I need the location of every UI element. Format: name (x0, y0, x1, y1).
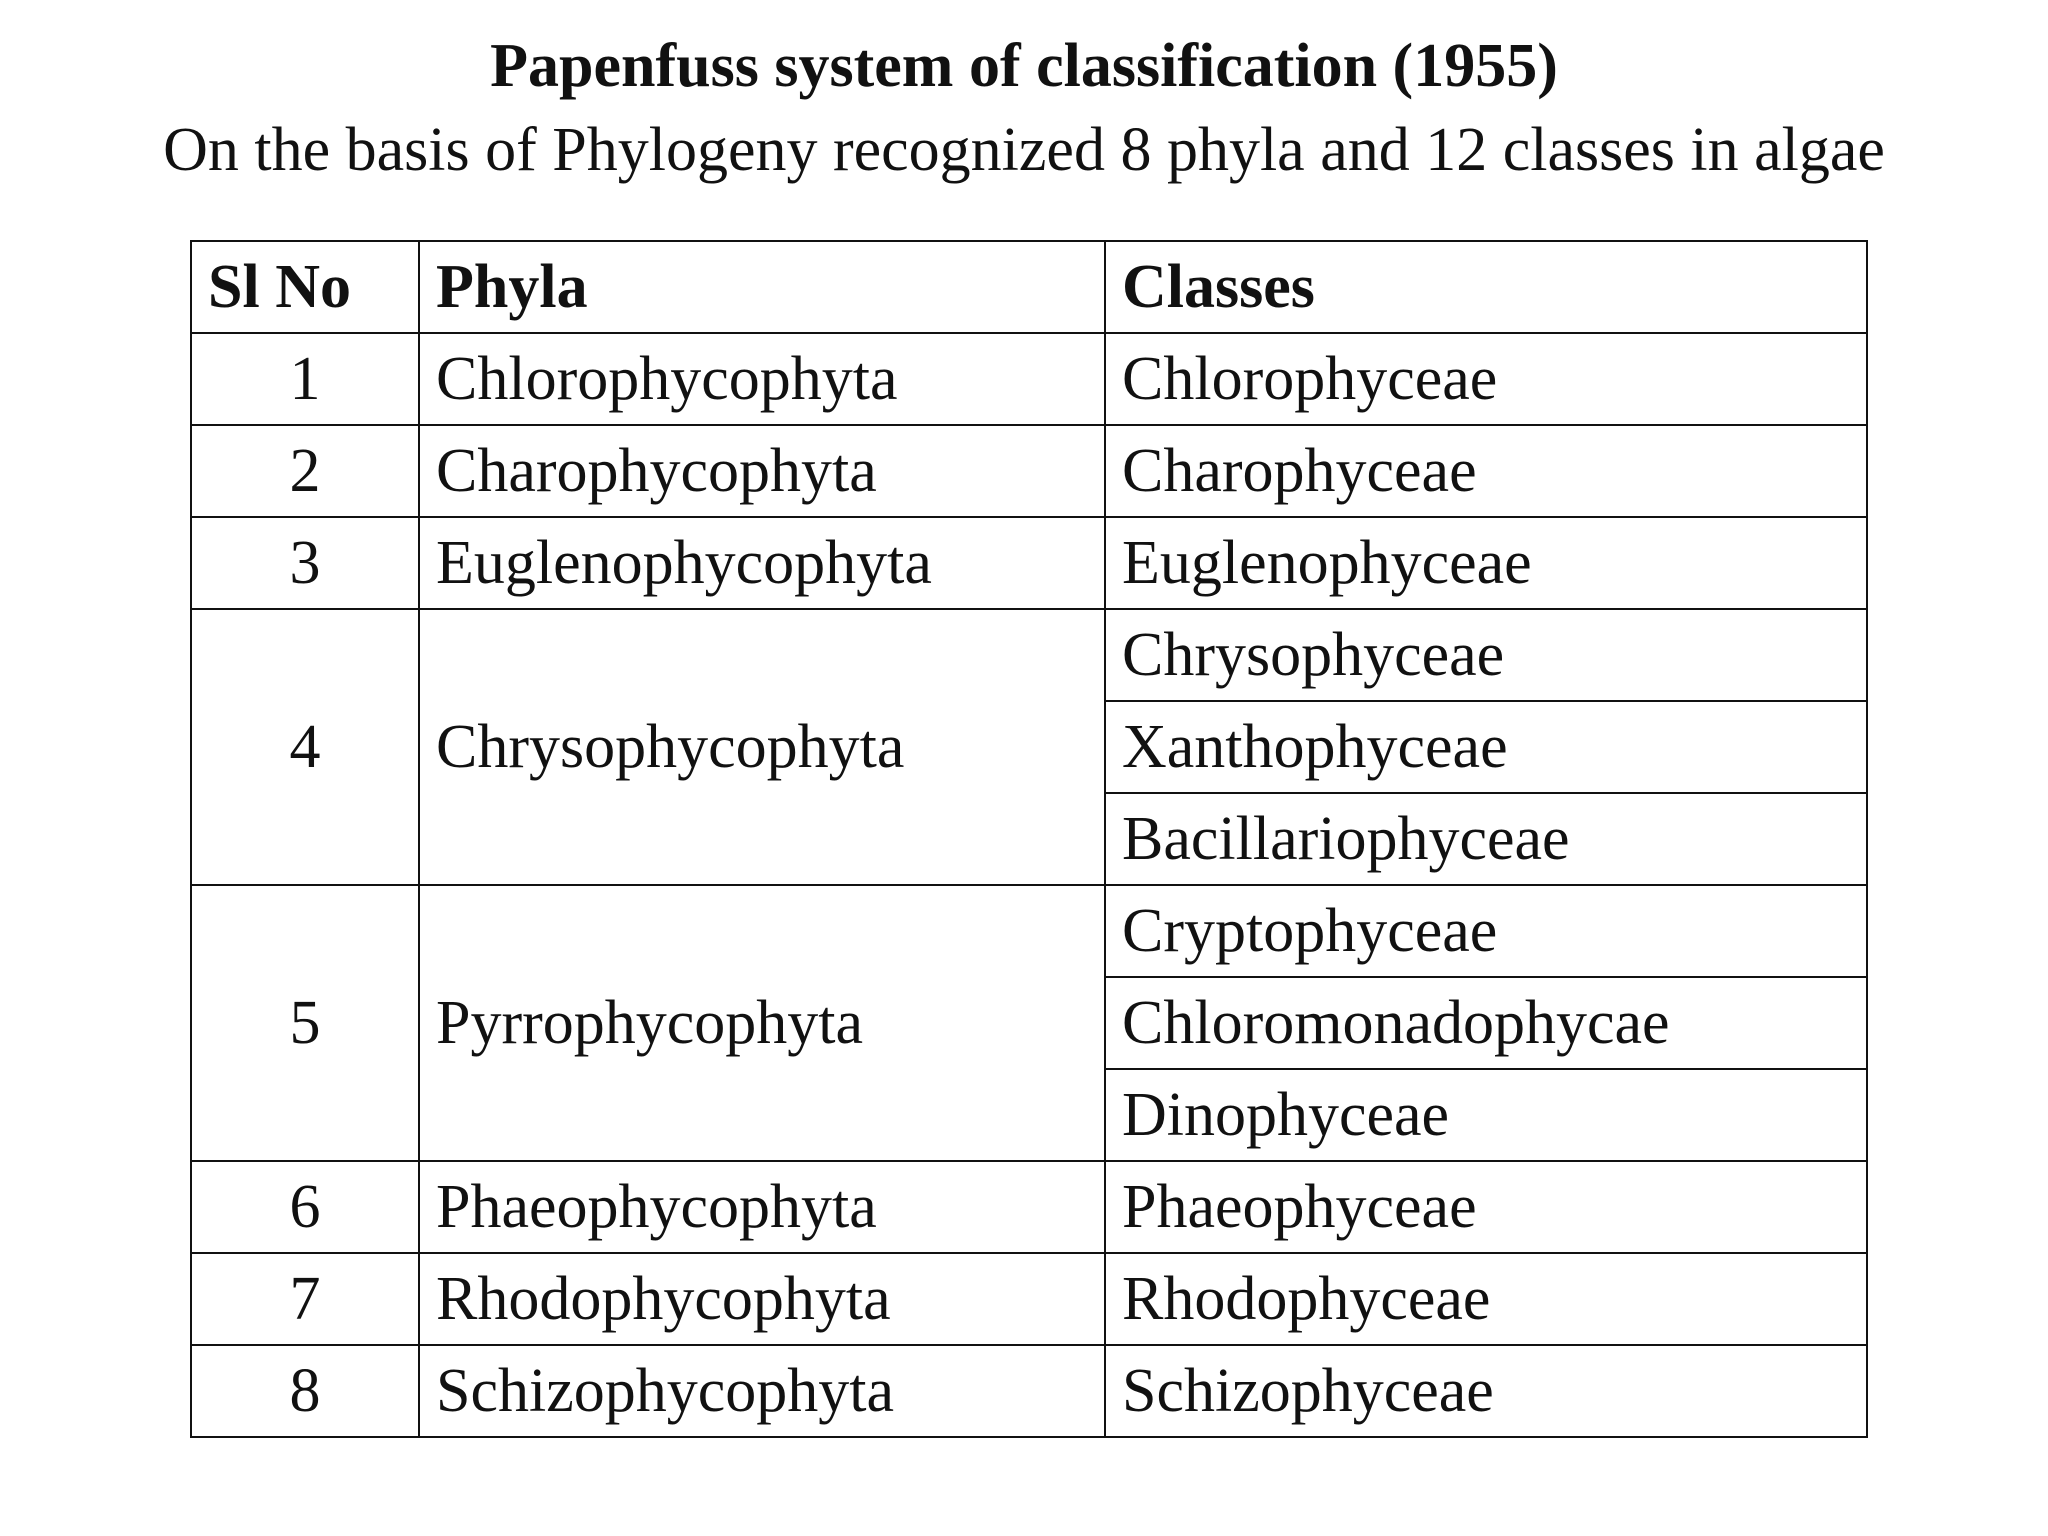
class-cell: Chrysophyceae (1105, 609, 1867, 701)
class-cell: Euglenophyceae (1105, 517, 1867, 609)
classification-table (190, 240, 1868, 1438)
sl-no-cell: 7 (191, 1253, 419, 1345)
table-row (191, 609, 1867, 701)
table-row (191, 1345, 1867, 1437)
header-phyla: Phyla (419, 241, 1105, 333)
class-cell: Charophyceae (1105, 425, 1867, 517)
class-cell: Rhodophyceae (1105, 1253, 1867, 1345)
header-sl-no: Sl No (191, 241, 419, 333)
sl-no-cell: 8 (191, 1345, 419, 1437)
table-row (191, 517, 1867, 609)
phylum-cell: Rhodophycophyta (419, 1253, 1105, 1345)
class-cell: Dinophyceae (1105, 1069, 1867, 1161)
phylum-cell: Chrysophycophyta (419, 609, 1105, 885)
table-header-row (191, 241, 1867, 333)
table-row (191, 1253, 1867, 1345)
class-cell: Xanthophyceae (1105, 701, 1867, 793)
class-cell: Cryptophyceae (1105, 885, 1867, 977)
table-row (191, 333, 1867, 425)
class-cell: Chlorophyceae (1105, 333, 1867, 425)
table-row (191, 425, 1867, 517)
document-subtitle: On the basis of Phylogeny recognized 8 phyla and 12 classes in algae (163, 116, 1885, 184)
phylum-cell: Chlorophycophyta (419, 333, 1105, 425)
class-cell: Chloromonadophycae (1105, 977, 1867, 1069)
phylum-cell: Phaeophycophyta (419, 1161, 1105, 1253)
sl-no-cell: 6 (191, 1161, 419, 1253)
phylum-cell: Schizophycophyta (419, 1345, 1105, 1437)
sl-no-cell: 1 (191, 333, 419, 425)
sl-no-cell: 4 (191, 609, 419, 885)
sl-no-cell: 3 (191, 517, 419, 609)
class-cell: Schizophyceae (1105, 1345, 1867, 1437)
phylum-cell: Charophycophyta (419, 425, 1105, 517)
table-row (191, 1161, 1867, 1253)
class-cell: Phaeophyceae (1105, 1161, 1867, 1253)
phylum-cell: Pyrrophycophyta (419, 885, 1105, 1161)
header-classes: Classes (1105, 241, 1867, 333)
phylum-cell: Euglenophycophyta (419, 517, 1105, 609)
sl-no-cell: 2 (191, 425, 419, 517)
table-row (191, 885, 1867, 977)
document-title: Papenfuss system of classification (1955) (490, 32, 1558, 100)
class-cell: Bacillariophyceae (1105, 793, 1867, 885)
sl-no-cell: 5 (191, 885, 419, 1161)
